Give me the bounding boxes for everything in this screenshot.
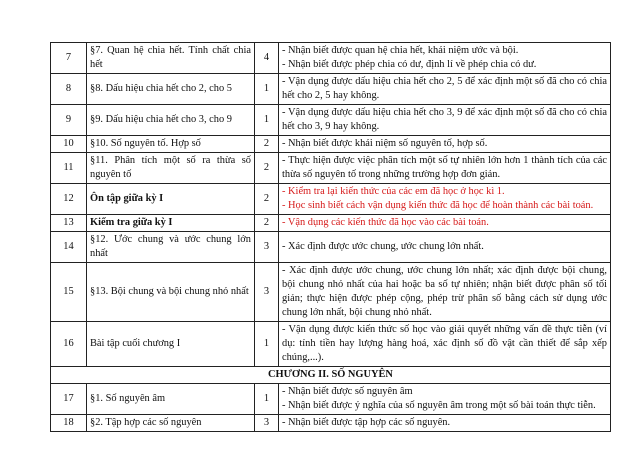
table-row — [51, 415, 611, 432]
row-number: 18 — [51, 415, 87, 432]
table-row — [51, 136, 611, 153]
row-number: 10 — [51, 136, 87, 153]
requirement-line: - Xác định được ước chung, ước chung lớn nhất; xác định được bội chung, bội chung nhỏ nhất của hai hoặc ba số tự nhiên; nhận biết được phân số tối giản; thực hiện được phép cộng, phép trừ phân số bằng cách sử dụng ước chung lớn nhất, bội chung nhỏ nhất. — [282, 265, 607, 318]
row-number: 11 — [51, 153, 87, 184]
lesson-title: §11. Phân tích một số ra thừa số nguyên tố — [87, 153, 255, 184]
requirement-line: - Học sinh biết cách vận dụng kiến thức đã học để hoàn thành các bài toán. — [282, 200, 594, 211]
period-count: 2 — [255, 215, 279, 232]
lesson-title: §13. Bội chung và bội chung nhỏ nhất — [87, 263, 255, 322]
row-number: 15 — [51, 263, 87, 322]
table-row — [51, 263, 611, 322]
requirements-cell — [279, 322, 611, 367]
row-number: 9 — [51, 105, 87, 136]
requirements-cell — [279, 105, 611, 136]
table-row — [51, 322, 611, 367]
requirements-cell — [279, 74, 611, 105]
period-count: 4 — [255, 43, 279, 74]
table-row — [51, 74, 611, 105]
requirement-line: - Nhận biết được phép chia có dư, định lí về phép chia có dư. — [282, 59, 537, 70]
chapter-row — [51, 367, 611, 384]
lesson-title: §1. Số nguyên âm — [87, 384, 255, 415]
requirement-line: - Nhận biết được số nguyên âm — [282, 386, 413, 397]
table-row — [51, 215, 611, 232]
requirement-line: - Thực hiện được việc phân tích một số tự nhiên lớn hơn 1 thành tích của các thừa số nguyên tố trong những trường hợp đơn giản. — [282, 155, 607, 180]
lesson-title: §12. Ước chung và ước chung lớn nhất — [87, 232, 255, 263]
period-count: 2 — [255, 136, 279, 153]
table-body — [51, 43, 611, 432]
requirements-cell — [279, 43, 611, 74]
lesson-title: §7. Quan hệ chia hết. Tính chất chia hết — [87, 43, 255, 74]
period-count: 1 — [255, 322, 279, 367]
requirements-cell — [279, 153, 611, 184]
chapter-heading: CHƯƠNG II. SỐ NGUYÊN — [51, 367, 611, 384]
row-number: 13 — [51, 215, 87, 232]
table-row — [51, 43, 611, 74]
table-row — [51, 184, 611, 215]
requirements-cell — [279, 232, 611, 263]
requirements-cell — [279, 184, 611, 215]
row-number: 7 — [51, 43, 87, 74]
table-row — [51, 153, 611, 184]
requirements-cell — [279, 215, 611, 232]
requirement-line: - Vận dụng các kiến thức đã học vào các bài toán. — [282, 217, 489, 228]
requirements-cell — [279, 415, 611, 432]
lesson-title: §9. Dấu hiệu chia hết cho 3, cho 9 — [87, 105, 255, 136]
requirement-line: - Vận dụng được dấu hiệu chia hết cho 3, 9 để xác định một số đã cho có chia hết cho 3, 9 hay không. — [282, 107, 607, 132]
row-number: 17 — [51, 384, 87, 415]
lesson-title: §2. Tập hợp các số nguyên — [87, 415, 255, 432]
row-number: 16 — [51, 322, 87, 367]
requirements-cell — [279, 263, 611, 322]
requirement-line: - Nhận biết được khái niệm số nguyên tố, hợp số. — [282, 138, 488, 149]
period-count: 3 — [255, 232, 279, 263]
requirement-line: - Kiểm tra lại kiến thức của các em đã học ở học kì 1. — [282, 186, 505, 197]
period-count: 2 — [255, 153, 279, 184]
period-count: 2 — [255, 184, 279, 215]
row-number: 14 — [51, 232, 87, 263]
period-count: 1 — [255, 74, 279, 105]
row-number: 8 — [51, 74, 87, 105]
table-row — [51, 105, 611, 136]
requirement-line: - Nhận biết được tập hợp các số nguyên. — [282, 417, 451, 428]
requirement-line: - Nhận biết được quan hệ chia hết, khái niệm ước và bội. — [282, 45, 519, 56]
period-count: 3 — [255, 415, 279, 432]
lesson-title: §8. Dấu hiệu chia hết cho 2, cho 5 — [87, 74, 255, 105]
document-page — [50, 42, 610, 432]
requirements-cell — [279, 136, 611, 153]
requirement-line: - Vận dụng được dấu hiệu chia hết cho 2, 5 để xác định một số đã cho có chia hết cho 2, 5 hay không. — [282, 76, 607, 101]
requirement-line: - Xác định được ước chung, ước chung lớn nhất. — [282, 241, 484, 252]
curriculum-table — [50, 42, 611, 432]
lesson-title: §10. Số nguyên tố. Hợp số — [87, 136, 255, 153]
lesson-title: Bài tập cuối chương I — [87, 322, 255, 367]
row-number: 12 — [51, 184, 87, 215]
table-row — [51, 384, 611, 415]
requirement-line: - Nhận biết được ý nghĩa của số nguyên âm trong một số bài toán thực tiễn. — [282, 400, 596, 411]
period-count: 1 — [255, 384, 279, 415]
period-count: 1 — [255, 105, 279, 136]
period-count: 3 — [255, 263, 279, 322]
requirement-line: - Vận dụng được kiến thức số học vào giải quyết những vấn đề thực tiễn (ví dụ: tính tiền hay lượng hàng hoá, xác định số đồ vật cần thiết để sắp xếp chúng,...). — [282, 324, 607, 363]
lesson-title: Ôn tập giữa kỳ I — [87, 184, 255, 215]
lesson-title: Kiểm tra giữa kỳ I — [87, 215, 255, 232]
table-row — [51, 232, 611, 263]
requirements-cell — [279, 384, 611, 415]
